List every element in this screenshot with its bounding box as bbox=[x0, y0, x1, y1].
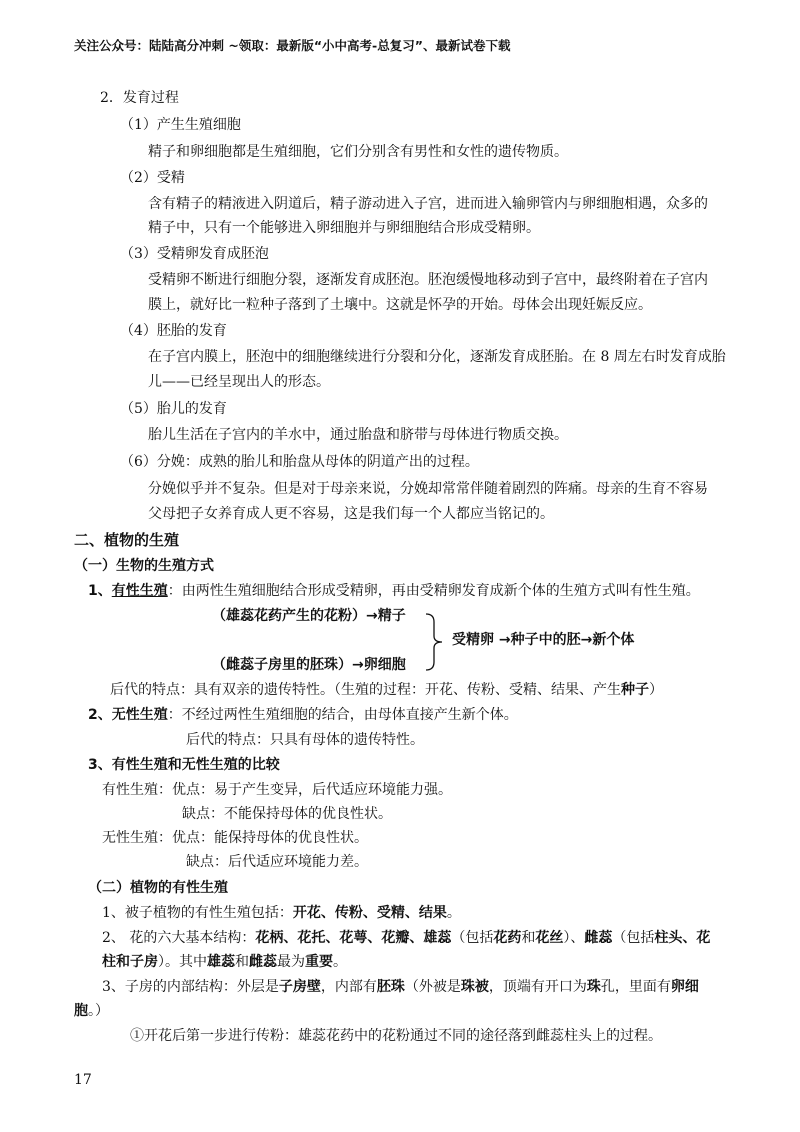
subheading: （6）分娩：成熟的胎儿和胎盘从母体的阴道产出的过程。 bbox=[120, 454, 479, 470]
text: 。 bbox=[333, 954, 347, 970]
text: 2、 花的六大基本结构： bbox=[102, 930, 256, 946]
comparison-line: 缺点：不能保持母体的优良性状。 bbox=[182, 806, 392, 822]
key-term: 雌蕊 bbox=[584, 930, 613, 946]
section-heading: 2．发育过程 bbox=[100, 90, 179, 106]
key-term: 重要 bbox=[305, 954, 333, 970]
key-term: 柱和子房 bbox=[102, 954, 158, 970]
text: ，顶端有开口为 bbox=[488, 979, 587, 995]
offspring-asexual: 后代的特点：只具有母体的遗传特性。 bbox=[186, 732, 424, 748]
subheading: （1）产生生殖细胞 bbox=[120, 117, 241, 133]
text: （外被是 bbox=[404, 979, 461, 995]
paragraph-line bbox=[102, 977, 699, 997]
paragraph-line bbox=[102, 952, 347, 972]
definition-text: ：不经过两性生殖细胞的结合，由母体直接产生新个体。 bbox=[167, 707, 518, 723]
page-header: 关注公众号：陆陆高分冲刺 ~领取：最新版“小中高考-总复习”、最新试卷下载 bbox=[74, 38, 511, 53]
text: 。 bbox=[446, 905, 461, 921]
comparison-heading: 3、有性生殖和无性生殖的比较 bbox=[88, 757, 280, 773]
comparison-line: 无性生殖：优点：能保持母体的优良性状。 bbox=[102, 830, 368, 846]
diagram-ovule-egg: （雌蕊子房里的胚珠）→卵细胞 bbox=[212, 657, 406, 673]
paragraph-line: 父母把子女养育成人更不容易，这是我们每一个人都应当铭记的。 bbox=[148, 506, 554, 522]
text: 和 bbox=[235, 954, 249, 970]
key-term: 花药 bbox=[493, 930, 522, 946]
key-terms: 开花、传粉、受精、结果 bbox=[292, 905, 447, 921]
subsection-title: （一）生物的生殖方式 bbox=[74, 558, 214, 574]
paragraph-line bbox=[74, 1001, 109, 1021]
paragraph-line: 精子中，只有一个能够进入卵细胞并与卵细胞结合形成受精卵。 bbox=[148, 220, 540, 236]
text: 最为 bbox=[277, 954, 305, 970]
text: ）。其中 bbox=[158, 954, 207, 970]
subheading: （2）受精 bbox=[120, 170, 185, 186]
key-term: 卵细 bbox=[670, 979, 699, 995]
paragraph-line: 儿——已经呈现出人的形态。 bbox=[148, 374, 330, 390]
brace-icon bbox=[424, 612, 446, 672]
paragraph-line: 在子宫内膜上，胚泡中的细胞继续进行分裂和分化，逐渐发育成胚胎。在 8 周左右时发育成胎 bbox=[148, 349, 726, 365]
subheading: （3）受精卵发育成胚泡 bbox=[120, 246, 269, 262]
item-number: 1、 bbox=[88, 583, 112, 599]
paragraph-line bbox=[102, 903, 461, 923]
section-title: 二、植物的生殖 bbox=[74, 531, 180, 549]
term-asexual-reproduction: 无性生殖 bbox=[111, 707, 168, 723]
paragraph-line: 含有精子的精液进入阴道后，精子游动进入子宫，进而进入输卵管内与卵细胞相遇，众多的 bbox=[148, 196, 708, 212]
text: 1、被子植物的有性生殖包括： bbox=[102, 905, 293, 921]
key-term: 子房壁 bbox=[278, 979, 321, 995]
text: 。） bbox=[88, 1003, 109, 1019]
offspring-text: 后代的特点：具有双亲的遗传特性。（生殖的过程：开花、传粉、受精、结果、产生 bbox=[110, 682, 621, 698]
key-term: 雄蕊 bbox=[207, 954, 235, 970]
offspring-sexual bbox=[110, 680, 663, 700]
paragraph-line: 膜上，就好比一粒种子落到了土壤中。这就是怀孕的开始。母体会出现妊娠反应。 bbox=[148, 297, 652, 313]
paragraph-line: 精子和卵细胞都是生殖细胞，它们分别含有男性和女性的遗传物质。 bbox=[148, 144, 568, 160]
text: 和 bbox=[521, 930, 536, 946]
text: ，内部有 bbox=[320, 979, 377, 995]
diagram-fertilization-result: 受精卵 →种子中的胚→新个体 bbox=[452, 632, 635, 648]
key-term: 珠 bbox=[586, 979, 601, 995]
text: ）、 bbox=[563, 930, 585, 946]
subheading: （4）胚胎的发育 bbox=[120, 323, 227, 339]
key-terms: 花柄、花托、花萼、花瓣、雄蕊 bbox=[255, 930, 452, 946]
key-term: 珠被 bbox=[460, 979, 489, 995]
paragraph-line: 分娩似乎并不复杂。但是对于母亲来说，分娩却常常伴随着剧烈的阵痛。母亲的生育不容易 bbox=[148, 481, 708, 497]
text: （包括 bbox=[612, 930, 655, 946]
key-term: 柱头、花 bbox=[654, 930, 711, 946]
diagram-pollen-sperm: （雄蕊花药产生的花粉）→精子 bbox=[212, 608, 406, 624]
text: 孔，里面有 bbox=[600, 979, 671, 995]
definition-text: ：由两性生殖细胞结合形成受精卵，再由受精卵发育成新个体的生殖方式叫有性生殖。 bbox=[167, 583, 700, 599]
key-term: 胞 bbox=[74, 1003, 88, 1019]
text: 3、子房的内部结构：外层是 bbox=[102, 979, 279, 995]
comparison-line: 缺点：后代适应环境能力差。 bbox=[186, 854, 368, 870]
paragraph-line: 胎儿生活在子宫内的羊水中，通过胎盘和脐带与母体进行物质交换。 bbox=[148, 427, 568, 443]
item-number: 2、 bbox=[88, 707, 112, 723]
paragraph-line: 受精卵不断进行细胞分裂，逐渐发育成胚泡。胚泡缓慢地移动到子宫中，最终附着在子宫内 bbox=[148, 272, 708, 288]
page-number: 17 bbox=[74, 1072, 92, 1088]
key-term: 花丝 bbox=[535, 930, 564, 946]
seed-term: 种子 bbox=[621, 682, 649, 698]
subheading: （5）胎儿的发育 bbox=[120, 401, 227, 417]
subsection-title: （二）植物的有性生殖 bbox=[88, 880, 228, 896]
paragraph-line bbox=[102, 928, 710, 948]
key-term: 雌蕊 bbox=[249, 954, 277, 970]
text: （包括 bbox=[451, 930, 494, 946]
key-term: 胚珠 bbox=[376, 979, 405, 995]
term-sexual-reproduction: 有性生殖 bbox=[111, 583, 168, 599]
definition-asexual bbox=[88, 705, 518, 725]
comparison-line: 有性生殖：优点：易于产生变异，后代适应环境能力强。 bbox=[102, 782, 452, 798]
offspring-text-end: ） bbox=[649, 682, 663, 698]
paragraph-line: ①开花后第一步进行传粉：雄蕊花药中的花粉通过不同的途径落到雌蕊柱头上的过程。 bbox=[130, 1028, 662, 1044]
definition-sexual bbox=[88, 581, 700, 601]
